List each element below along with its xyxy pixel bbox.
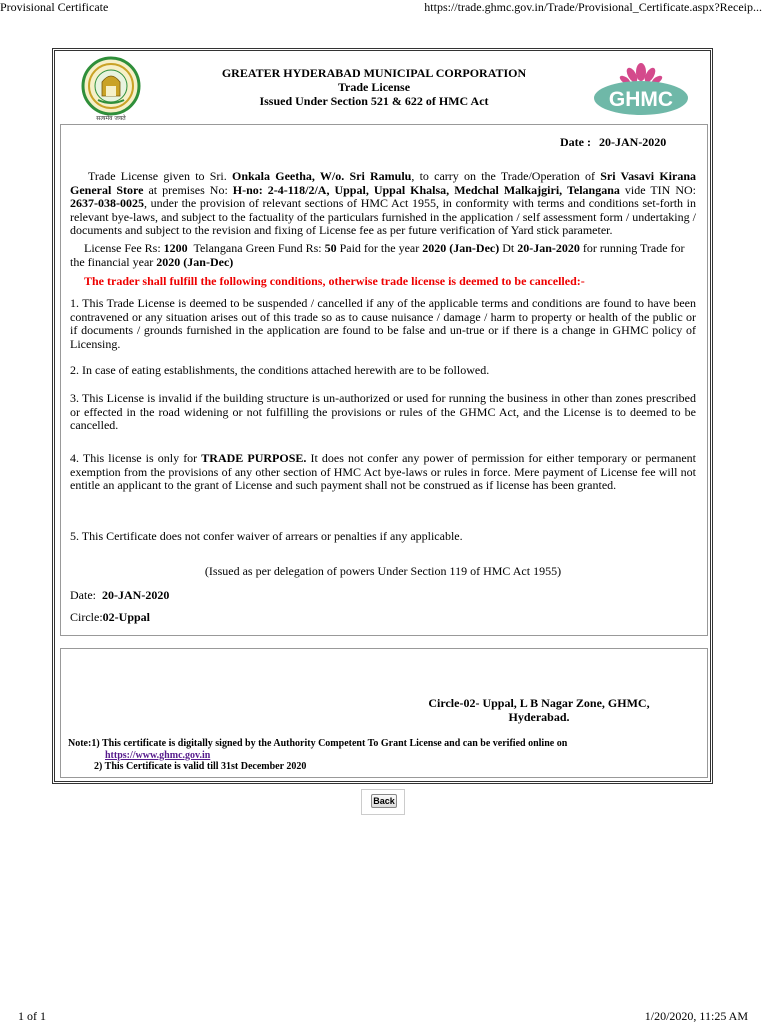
print-footer	[0, 1009, 768, 1025]
tin-number: 2637-038-0025	[70, 196, 144, 210]
note-2: 2) This Certificate is valid till 31st December 2020	[94, 761, 307, 772]
org-name: GREATER HYDERABAD MUNICIPAL CORPORATION	[221, 66, 527, 80]
paid-date: 20-Jan-2020	[517, 241, 580, 255]
back-button-container	[361, 789, 405, 815]
doc-title: Trade License	[337, 80, 411, 94]
condition-1: 1. This Trade License is deemed to be suspended / cancelled if any of the applicable terms and conditions are found to have been contravened or any situation arises out of this trade so as to cause nuisance / damage / harm to property or health of the public or if documents / grounds furnished in the application are found to be false and un-true or if there is a change in GHMC policy of Licensing.	[70, 296, 696, 351]
certificate-notes	[68, 738, 567, 773]
fee-label: License Fee Rs:	[84, 241, 161, 255]
print-header	[0, 0, 768, 16]
license-text: , under the provision of relevant sections of HMC Act 1955, in conformity with terms and conditions set-forth in relevant bye-laws, and subject to the factuality of the particulars furnished in the application / self assessment form / undertaking / documents and subject to the revision and fixing of License fee as per future verification of Yard stick parameter.	[70, 196, 696, 237]
condition-4	[70, 452, 696, 493]
license-holder: Onkala Geetha, W/o. Sri Ramulu	[232, 169, 412, 183]
cancellation-warning: The trader shall fulfill the following conditions, otherwise trade license is deemed to be cancelled:-	[84, 274, 585, 288]
trade-purpose: TRADE PURPOSE.	[201, 451, 307, 465]
condition-2: 2. In case of eating establishments, the conditions attached herewith are to be followed.	[70, 363, 490, 377]
trade-name: Sri Vasavi Kirana General Store	[70, 169, 697, 197]
condition-4-text: It does not confer any power of permission for either temporary or permanent exemption from the provisions of any other section of HMC Act bye-laws or rules in force. Mere payment of License fee will not entitle an applicant to the grant of License and such payment shall not be construed as if license has been granted.	[70, 451, 697, 492]
back-button[interactable]: Back	[371, 794, 397, 808]
emblem-motto: सत्यमेव जयते	[96, 115, 126, 122]
ghmc-logo-icon	[592, 58, 690, 118]
print-url: https://trade.ghmc.gov.in/Trade/Provisional_Certificate.aspx?Receip...	[424, 0, 762, 14]
dt-label: Dt	[502, 241, 515, 255]
license-paragraph	[70, 170, 696, 238]
circle-label: Circle:	[70, 610, 103, 624]
signatory-line-2: Hyderabad.	[508, 710, 570, 724]
fee-paragraph	[70, 242, 696, 269]
license-text: , to carry on the Trade/Operation of	[411, 169, 595, 183]
print-timestamp: 1/20/2020, 11:25 AM	[644, 1009, 748, 1023]
green-fund-fee: 50	[324, 241, 337, 255]
paid-label: Paid for the year	[339, 241, 420, 255]
ghmc-website-link[interactable]: https://www.ghmc.gov.in	[105, 749, 211, 761]
green-fund-label: Telangana Green Fund Rs:	[193, 241, 322, 255]
print-title: Provisional Certificate	[0, 0, 109, 14]
signatory-block	[410, 696, 668, 724]
license-text: vide TIN NO:	[624, 182, 697, 197]
ghmc-logo-text: GHMC	[608, 88, 674, 111]
license-text: Trade License given to Sri.	[88, 169, 227, 183]
bottom-date	[70, 588, 169, 603]
bottom-date-label: Date:	[70, 588, 96, 602]
license-text: at premises No:	[148, 182, 228, 197]
page-number: 1 of 1	[18, 1009, 46, 1023]
condition-5: 5. This Certificate does not confer waiver of arrears or penalties if any applicable.	[70, 529, 463, 543]
issue-date-label: Date :	[560, 135, 591, 149]
issue-date-value: 20-JAN-2020	[598, 135, 667, 149]
condition-3: 3. This License is invalid if the building structure is un-authorized or used for running the business in other than zones prescribed or effected in the road widening or not fulfilling the provisions or rules of the GHMC Act, and the License is to deemed to be cancelled.	[70, 391, 696, 432]
financial-year: 2020 (Jan-Dec)	[156, 254, 234, 269]
running-label: for running Trade for the financial year	[70, 241, 685, 269]
note-1: Note:1) This certificate is digitally signed by the Authority Competent To Grant License and can be verified online on	[68, 738, 568, 749]
premises-address: H-no: 2-4-118/2/A, Uppal, Uppal Khalsa, Medchal Malkajgiri, Telangana	[232, 182, 620, 197]
bottom-date-value: 20-JAN-2020	[102, 588, 170, 602]
issued-section: Issued Under Section 521 & 622 of HMC Act	[259, 94, 489, 108]
issue-date	[560, 135, 666, 150]
signatory-line-1: Circle-02- Uppal, L B Nagar Zone, GHMC,	[428, 696, 650, 710]
circle-info	[70, 610, 150, 625]
paid-year: 2020 (Jan-Dec)	[422, 241, 500, 255]
telangana-emblem-icon	[78, 56, 144, 122]
circle-value: 02-Uppal	[102, 610, 150, 624]
condition-4-text: 4. This license is only for	[70, 451, 198, 465]
certificate-title-block	[150, 66, 598, 108]
license-fee: 1200	[163, 241, 188, 255]
issued-note: (Issued as per delegation of powers Under Section 119 of HMC Act 1955)	[204, 564, 562, 578]
